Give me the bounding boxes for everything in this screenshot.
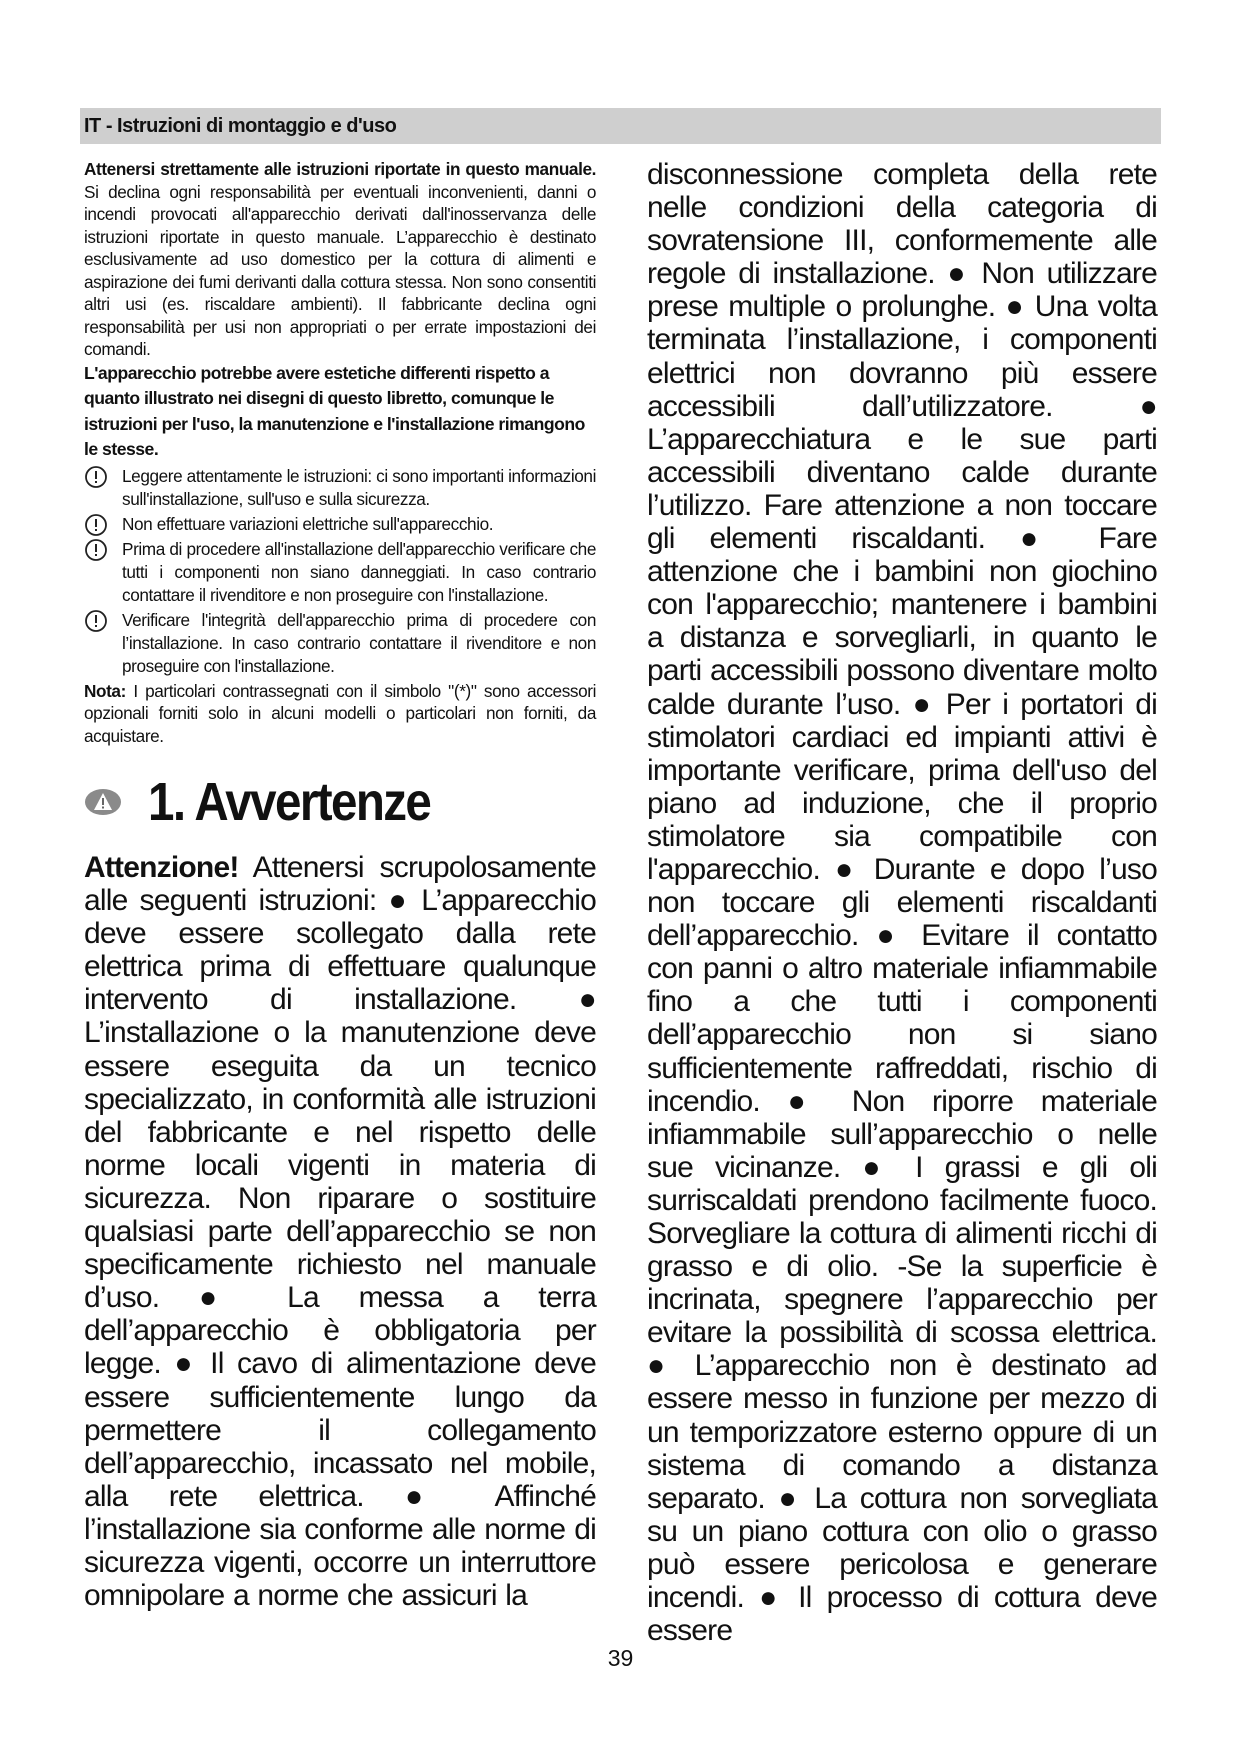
nota-label: Nota: [84,680,126,701]
intro-text: Si declina ogni responsabilità per eventuali inconvenienti, danni o incendi provocati all'apparecchio derivati dall'inosservanza delle istruzioni riportate in questo manuale. L’apparecchio è destinato esclusivamente ad uso domestico per la cottura di alimenti e aspirazione dei fumi derivanti dalla cottura stessa. Non sono consentiti altri usi (es. riscaldare ambienti). Il fabbricante declina ogni responsabilità per usi non appropriati o per errate impostazioni dei comandi. [84,181,596,359]
attention-lead: Attenzione! [84,851,239,884]
intro-paragraph [84,158,596,361]
right-column [647,158,1157,1647]
left-body-text [84,851,596,1612]
warning-text: Leggere attentamente le istruzioni: ci sono importanti informazioni sull'installazione, sull'uso e sulla sicurezza. [122,465,596,509]
appearance-note: L'apparecchio potrebbe avere estetiche differenti rispetto a quanto illustrato nei disegni di questo libretto, comunque le istruzioni per l'uso, la manutenzione e l'installazione rimangono le stesse. [84,362,585,459]
warning-item [84,513,596,536]
info-circle-icon [84,465,108,489]
warning-text: Verificare l'integrità dell'apparecchio prima di procedere con l’installazione. In caso contrario contattare il rivenditore e non proseguire con l'installazione. [122,609,596,676]
right-body-text: disconnessione completa della rete nelle condizioni della categoria di sovratensione III, conformemente alle regole di installazione. ● Non utilizzare prese multiple o prolunghe. ● Una volta terminata l’installazione, i componenti elettrici non dovranno più essere accessibili dall’utilizzatore. ● L’apparecchiatura e le sue parti accessibili diventano calde durante l’utilizzo. Fare attenzione a non toccare gli elementi riscaldanti. ● Fare attenzione che i bambini non giochino con l'apparecchio; mantenere i bambini a distanza e sorvegliarli, in quanto le parti accessibili possono diventare molto calde durante l’uso. ● Per i portatori di stimolatori cardiaci ed impianti attivi è importante verificare, prima dell'uso del piano ad induzione, che il proprio stimolatore sia compatibile con l'apparecchio. ● Durante e dopo l’uso non toccare gli elementi riscaldanti dell’apparecchio. ● Evitare il contatto con panni o altro materiale infiammabile fino a che tutti i componenti dell’apparecchio non si siano sufficientemente raffreddati, rischio di incendio. ● Non riporre materiale infiammabile sull’apparecchio o nelle sue vicinanze. ● I grassi e gli oli surriscaldati prendono facilmente fuoco. Sorvegliare la cottura di alimenti ricchi di grasso e di olio. -Se la superficie è incrinata, spegnere l’apparecchio per evitare la possibilità di scossa elettrica. ● L’apparecchio non è destinato ad essere messo in funzione per mezzo di un temporizzatore esterno oppure di un sistema di comando a distanza separato. ● La cottura non sorvegliata su un piano cottura con olio o grasso può essere pericolosa e generare incendi. ● Il processo di cottura deve essere [647,158,1157,1648]
section-heading [84,773,596,831]
warning-text: Prima di procedere all'installazione dell'apparecchio verificare che tutti i componenti non siano danneggiati. In caso contrario contattare il rivenditore e non proseguire con l'installazione. [122,538,596,605]
nota-text: I particolari contrassegnati con il simbolo "(*)" sono accessori opzionali forniti solo in alcuni modelli o particolari non forniti, da acquistare. [84,680,596,746]
info-circle-icon [84,513,108,537]
info-circle-icon [84,538,108,562]
warning-item [84,465,596,511]
intro-bold-lead: Attenersi strettamente alle istruzioni riportate in questo manuale. [84,159,596,179]
warning-item [84,538,596,607]
warning-triangle-icon [84,788,122,816]
warning-item [84,609,596,678]
left-body-content: Attenersi scrupolosamente alle seguenti istruzioni: ● L’apparecchio deve essere scollegato dalla rete elettrica prima di effettuare qualunque intervento di installazione. ● L’installazione o la manutenzione deve essere eseguita da un tecnico specializzato, in conformità alle istruzioni del fabbricante e nel rispetto delle norme locali vigenti in materia di sicurezza. Non riparare o sostituire qualsiasi parte dell’apparecchio se non specificamente richiesto nel manuale d’uso. ● La messa a terra dell’apparecchio è obbligatoria per legge. ● Il cavo di alimentazione deve essere sufficientemente lungo da permettere il collegamento dell’apparecchio, incassato nel mobile, alla rete elettrica. ● Affinché l’installazione sia conforme alle norme di sicurezza vigenti, occorre un interruttore omnipolare a norme che assicuri la [84,851,596,1613]
section-header-bar [80,108,1161,144]
page-number: 39 [607,1645,634,1671]
header-title: IT - Istruzioni di montaggio e d'uso [84,115,397,137]
nota-paragraph [84,680,596,748]
info-circle-icon [84,609,108,633]
left-column [84,158,596,1612]
warning-text: Non effettuare variazioni elettriche sull'apparecchio. [122,513,494,534]
section-title: 1. Avvertenze [148,772,431,832]
